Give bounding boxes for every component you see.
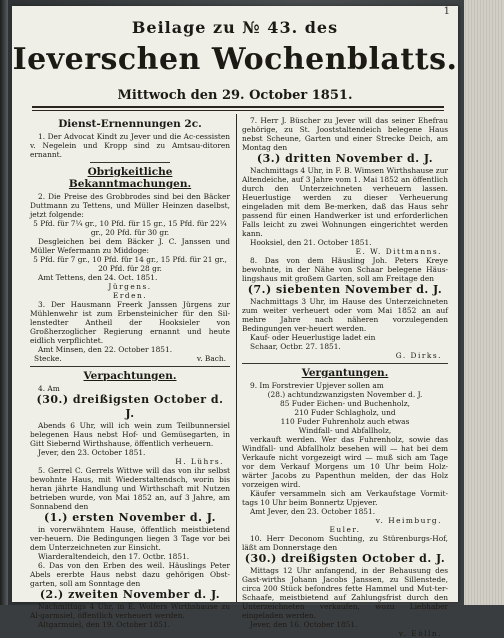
notice-9-signature: v. Heimburg. <box>375 516 442 525</box>
notice-7-date: (3.) dritten November d. J. <box>256 152 434 165</box>
notice-6-date: (2.) zweiten November d. J. <box>39 588 221 601</box>
notice-5: 5. Gerrel C. Gerrels Wittwe will das von ihr selbst bewohnte Haus, mit Wiederstaltendsch, worin bis heran jährte Handlung und Wirthschaft mit Nutzen betrieben wurde, von Mai 1852 an, auf 3 Jahre, am Sonnabend den <box>30 466 230 511</box>
notice-2: 2. Die Preise des Grobbrodes sind bei den Bäcker Duttmann zu Tettens, und Müller Heinzen daselbst, jetzt folgende: <box>30 192 230 219</box>
notice-10-heading: Euler. <box>329 525 361 534</box>
notice-5-cont: in vorerwähntem Hause, öffentlich meistbietend ver-heuern. Die Bedingungen liegen 3 Tage vor bei dem Unterzeichneten zur Einsicht. <box>30 525 230 552</box>
section-heading-leases: Verpachtungen. <box>83 370 177 382</box>
notice-7-place-date: Hooksiel, den 21. October 1851. <box>250 238 372 247</box>
notice-9-item: 85 Fuder Eichen- und Buchenholz, <box>280 399 410 408</box>
issue-date: Mittwoch den 29. October 1851. <box>117 88 353 103</box>
left-column <box>30 116 230 629</box>
notice-3-place-date: Amt Minsen, den 22. October 1851. <box>38 345 173 354</box>
notice-5-place-date: Wiarderaltendeich, den 17. Octbr. 1851. <box>38 552 190 561</box>
notice-9-cont: Käufer versammeln sich am Verkaufstage Vormit-tags 10 Uhr beim Bonnertz Upjever. <box>242 489 448 507</box>
notice-10-place-date: Jever, den 16. October 1851. <box>250 620 358 629</box>
header-rule-thin <box>32 110 444 111</box>
notice-8-date: (7.) siebenten November d. J. <box>247 283 443 296</box>
notice-4-date: (30.) dreißigsten October d. J. <box>36 393 224 420</box>
notice-3-heading: Erden. <box>112 291 148 300</box>
notice-9-item: 210 Fuder Schlagholz, und <box>294 408 396 417</box>
notice-2-signature: Jürgens. <box>108 282 152 291</box>
notice-9-intro: 9. Im Forstrevier Upjever sollen am <box>250 381 384 390</box>
notice-9-place-date: Amt Jever, den 23. October 1851. <box>250 507 376 516</box>
divider <box>90 162 170 163</box>
notice-4-signature: H. Lührs. <box>175 457 224 466</box>
notice-7-signature: E. W. Dittmanns. <box>355 247 442 256</box>
column-separator <box>236 114 237 602</box>
notice-3-signatures <box>30 354 230 363</box>
notice-1: 1. Der Advocat Kindt zu Jever und die Ac-cessisten v. Negelein und Kropp sind zu Amtsau-ditoren ernannt. <box>30 132 230 159</box>
header-rule-thick <box>32 106 444 108</box>
notice-4-place-date: Jever, den 23. October 1851. <box>38 448 146 457</box>
notice-4: Abends 6 Uhr, will ich wein zum Teilbunnersiel belegenen Haus nebst Hof- und Gemüsegarten, in Gitt Siebernd Wirthshause, öffentlich verheuern. <box>30 421 230 448</box>
notice-2-prices-a: 5 Pfd. für 7¼ gr., 10 Pfd. für 15 gr., 15 Pfd. für 22¼ gr., 20 Pfd. für 30 gr. <box>33 219 227 237</box>
notice-10-date: (30.) dreißigsten October d. J. <box>244 552 446 565</box>
page-number: 1 <box>443 6 450 17</box>
notice-9: verkauft werden. Wer das Fuhrenholz, sowie das Windfall- und Abfallholz besehen will — hat bei dem Verkaufe nicht vorgezeigt wird — muß sich am Tage vor dem Verkauf Morgens um 10 Uhr beim Holz-wärter Jacobs zu Papenthun melden, der das Holz vorzeigen wird. <box>242 435 448 489</box>
notice-4-intro: 4. Am <box>38 384 60 393</box>
page-stack-edge <box>464 0 504 605</box>
notice-9-item: 110 Fuder Fuhrenholz auch etwas <box>280 417 410 426</box>
notice-7-cont: Nachmittags 4 Uhr, in F. B. Wimsen Wirthshause zur Altendeiche, auf 3 Jahre vom 1. Mai 1852 an öffentlich durch den Unterzeichneten verheuern lassen. Heuerlustige werden zu dieser Verheuerung eingeladen mit dem Be-merken, daß das Haus sehr passend für einen Handwerker ist und erforderlichen Falls leicht zu zwei Wohnungen eingerichtet werden kann. <box>242 166 448 238</box>
notice-10-cont: Mittags 12 Uhr anfangend, in der Behausung des Gast-wirths Johann Jacobs Janssen, zu Sillenstede, circa 200 Stück befondres fette Hammel und Mut-ter-Schaafe, meistbietend auf Zahlungsfrist durch den Unterzeichneten verkaufen, wozu Liebhaber eingeladen werden. <box>242 566 448 620</box>
header-subtitle: Beilage zu № 43. des <box>131 18 339 37</box>
section-heading-appointments: Dienst-Ernennungen 2c. <box>58 118 202 130</box>
masthead-title: Ieverschen Wochenblatts. <box>12 42 458 77</box>
notice-3: 3. Der Hausmann Freerk Janssen Jürgens zur Mühlenwehr ist zum Erbensteinicher für den Sil-lenstedter Antheil der Hooksieler von Großherzoglicher Regierung ernannt und heute eidlich verpflichtet. <box>30 300 230 345</box>
divider <box>242 363 448 364</box>
notice-6: 6. Das von den Erben des weil. Häuslings Peter Abels ererbte Haus nebst dazu gehörigen Obst-garten, soll am Sonntage den <box>30 561 230 588</box>
notice-8-cont: Nachmittags 3 Uhr, im Hause des Unterzeichneten zum weiter verheuert oder vom Mai 1852 an auf mehre Jahre nach näheren vorzulegenden Bedingungen ver-heuert werden. <box>242 297 448 333</box>
notice-8-place-date: Schaar, Octbr. 27. 1851. <box>250 342 341 351</box>
notice-8: 8. Das von dem Häusling Joh. Peters Kreye bewohnte, in der Nähe von Schaar belegene Häus-lingshaus mit großem Garten, soll am Freitage den <box>242 256 448 283</box>
notice-2-place-date: Amt Tettens, den 24. Oct. 1851. <box>38 273 158 282</box>
notice-2-text: Desgleichen bei dem Bäcker J. C. Janssen und Müller Wefermann zu Middoge: <box>30 237 230 255</box>
newspaper-page <box>12 6 458 638</box>
notice-6-place-date: Altgarmsiel, den 19. October 1851. <box>38 620 171 629</box>
right-column <box>242 116 448 638</box>
signature: v. Bach. <box>196 354 226 363</box>
section-heading-auctions: Vergantungen. <box>301 367 389 379</box>
section-heading-official-notices: Obrigkeitliche Bekanntmachungen. <box>68 166 192 190</box>
notice-9-item: Windfall- und Abfallholz, <box>298 426 392 435</box>
notice-7: 7. Herr J. Büscher zu Jever will das seiner Ehefrau gehörige, zu St. Jooststaltendeich belegene Haus nebst Scheune, Garten und einer Strecke Deich, am Montag den <box>242 116 448 152</box>
notice-2-prices-b: 5 Pfd. für 7 gr., 10 Pfd. für 14 gr., 15 Pfd. für 21 gr., 20 Pfd. für 28 gr. <box>33 255 227 273</box>
notice-8-signature: G. Dirks. <box>395 351 442 360</box>
signature: Stecke. <box>34 354 62 363</box>
divider <box>30 366 230 367</box>
notice-10: 10. Herr Deconom Suchting, zu Stürenburgs-Hof, läßt am Donnerstage den <box>242 534 448 552</box>
book-spine <box>0 0 8 605</box>
notice-5-date: (1.) ersten November d. J. <box>44 511 216 524</box>
notice-10-signature: v. Eölln. <box>398 629 442 638</box>
notice-8-invite: Kauf- oder Heuerlustige ladet ein <box>250 333 376 342</box>
notice-6-cont: Nachmittags 4 Uhr, in E. Wolfers Wirthshause zu Al-garmsiel, öffentlich verheuert werden. <box>30 602 230 620</box>
notice-9-date: (28.) achtundzwanzigsten November d. J. <box>267 390 423 399</box>
